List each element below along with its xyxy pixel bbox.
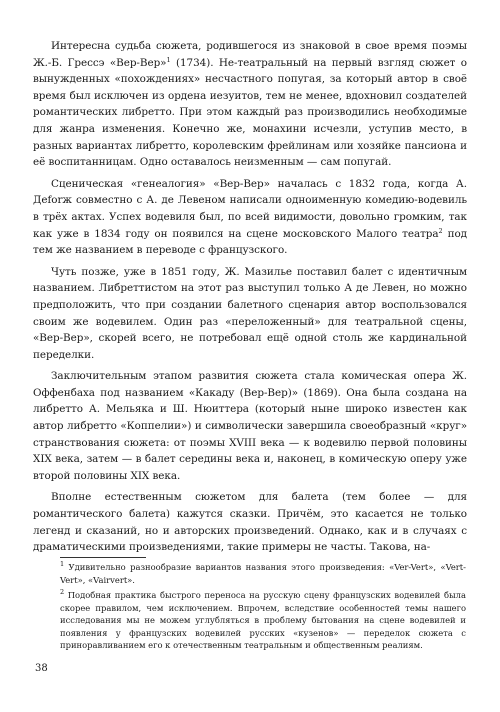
paragraph-1 xyxy=(33,38,467,171)
paragraph-text: Заключительным этапом развития сюжета стала комическая опера Ж. Оффенбаха под названием «Какаду (Вер-Вер)» (1869). Она была создана на либретто А. Мельяка и Ш. Нюиттера (который ныне широко известен как автор либретто «Коппелии») и символически завершила своеобразный «круг» странствования сюжета: от поэмы XVIII века — к водевилю первой половины XIX века, затем — в балет середины века и, наконец, в комическую оперу уже второй половины XIX века. xyxy=(33,370,467,482)
paragraph-5 xyxy=(33,489,467,555)
footnote-1 xyxy=(60,561,466,586)
footnotes xyxy=(60,561,466,655)
footnote-2 xyxy=(60,589,466,652)
paragraph-text: под тем же названием в переводе с французского. xyxy=(33,227,467,257)
paragraph-text: Вполне естественным сюжетом для балета (тем более — для романтического балета) кажутся сказки. Причём, это касается не только легенд и сказаний, но и авторских произведений. Однако, как и в случаях с драматическими произведениями, такие примеры не часты. Такова, на- xyxy=(33,491,467,554)
footnote-text: Удивительно разнообразие вариантов названия этого произведения: «Ver-Vert», «Vert-Vert», «Vairvert». xyxy=(60,562,466,585)
paragraph-text: Сценическая «генеалогия» «Вер-Вер» началась с 1832 года, когда А. Деforж совместно с А. де Левеном написали одноименную комедию-водевиль в трёх актах. Успех водевиля был, по всей видимости, довольно громким, так как уже в 1834 году он появился на сцене московского Малого театра xyxy=(33,177,467,240)
footnote-text: Подобная практика быстрого переноса на русскую сцену французских водевилей была скорее правилом, чем исключением. Впрочем, вследствие особенностей темы нашего исследования мы не можем углубляться в проблему бытования на сцене водевилей и появления у французских водевилей русских «кузенов» — переделок сюжета с приноравливанием его к отечественным театральным и общественным реалиям. xyxy=(60,590,466,650)
paragraph-3 xyxy=(33,264,467,364)
footnote-mark: 2 xyxy=(60,588,65,596)
paragraph-text: Интересна судьба сюжета, родившегося из знаковой в свое время поэмы Ж.-Б. Грессэ «Вер-Вер» xyxy=(33,40,467,69)
main-text xyxy=(33,38,467,561)
page-number: 38 xyxy=(35,663,48,674)
paragraph-4 xyxy=(33,368,467,484)
footnote-mark: 1 xyxy=(60,560,65,568)
paragraph-text: Чуть позже, уже в 1851 году, Ж. Мазилье поставил балет с идентичным названием. Либреттистом на этот раз выступил только А де Левен, но можно предположить, что при создании балетного сценария автор воспользовался своим же водевилем. Один раз «переложенный» для театральной сцены, «Вер-Вер», скорей всего, не потребовал ещё одной столь же кардинальной переделки. xyxy=(33,265,467,361)
footnote-divider xyxy=(60,557,146,558)
paragraph-text: (1734). Не-театральный на первый взгляд сюжет о вынужденных «похождениях» несчастного попугая, за который автор в своё время был исключен из ордена иезуитов, тем не менее, вдохновил создателей романтических либретто. При этом каждый раз производились необходимые для жанра изменения. Конечно же, монахини исчезли, уступив место, в разных вариантах либретто, королевским фрейлинам или хозяйке пансиона и её воспитанницам. Одно оставалось неизменным — сам попугай. xyxy=(33,56,467,169)
paragraph-2 xyxy=(33,176,467,259)
footnote-reference: 2 xyxy=(438,226,443,235)
footnote-reference: 1 xyxy=(166,55,171,64)
